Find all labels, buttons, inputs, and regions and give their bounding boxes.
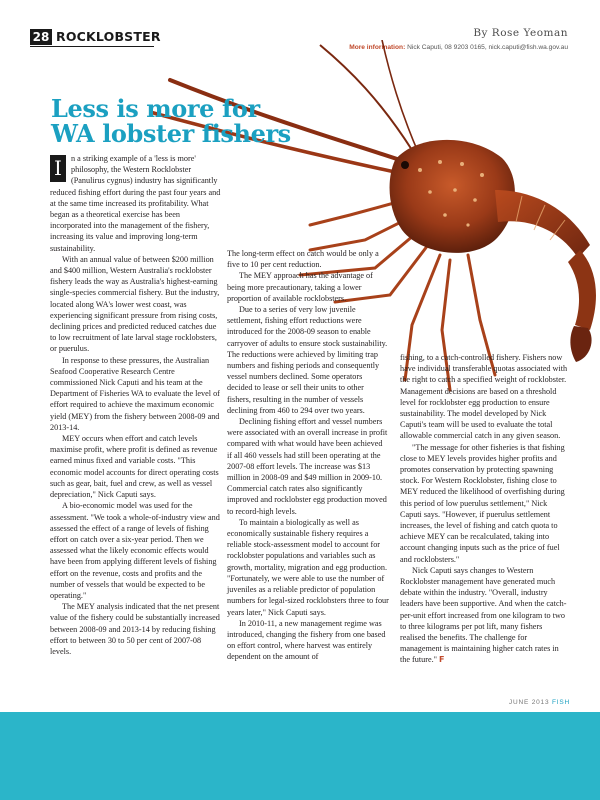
article-column-3 (400, 352, 568, 666)
paragraph: A bio-economic model was used for the assessment. "We took a whole-of-industry view and assessed the effect of a range of levels of fishing effort on catch over a six-year period. Then we assessed what the likely economic effects would have been from applying different levels of fishing effort on the revenue, costs and profits and the number of vessels that would be expected to be operating." (50, 501, 220, 600)
paragraph (50, 153, 222, 254)
issue-date: JUNE 2013 (508, 699, 550, 706)
paragraph: MEY occurs when effort and catch levels maximise profit, where profit is defined as revenue earned minus fixed and variable costs. "This economic model accounts for direct operating costs such as gear, bait, fuel and crew, as well as vessel depreciation," Nick Caputi says. (50, 434, 219, 500)
article-column-2 (227, 248, 389, 663)
paragraph: The MEY analysis indicated that the net present value of the fishery could be substantially increased between 2008-09 and 2013-14 by reducing fishing effort to between 30 to 50 per cent of 2007-08 levels. (50, 602, 220, 656)
footer-band (0, 712, 600, 800)
more-info-label: More information: (349, 44, 406, 51)
paragraph: fishing, to a catch-controlled fishery. Fishers now have individual transferable quotas associated with the right to catch a specified weight of rocklobster. Management decisions are based on a threshold level for rocklobster egg production to ensure sustainability. The model developed by Nick Caputi's team will be used to evaluate the total allowable commercial catch in any given season. (400, 353, 568, 441)
paragraph: In response to these pressures, the Australian Seafood Cooperative Research Centre commissioned Nick Caputi and his team at the Department of Fisheries WA to evaluate the level of effort required to achieve the maximum economic yield (MEY) from the fishery between 2008-09 and 2013-14. (50, 355, 220, 432)
paragraph: Declining fishing effort and vessel numbers were associated with an overall increase in profit compared with what would have been achieved if all 460 vessels had still been operating at the 2007-08 effort levels. The increase was $13 million in 2008-09 and $49 million in 2009-10. Commercial catch rates also significantly improved and rocklobster egg production moved to record-high levels. (227, 417, 388, 516)
more-info-contact: Nick Caputi, 08 9203 0165, nick.caputi@fish.wa.gov.au (407, 44, 568, 51)
page-number: 28 (30, 29, 52, 45)
header-rule (30, 46, 154, 47)
magazine-name: FISH (551, 699, 570, 706)
drop-cap: I (50, 155, 66, 182)
paragraph: The long-term effect on catch would be only a five to 10 per cent reduction. (227, 249, 379, 270)
paragraph: To maintain a biologically as well as economically sustainable fishery requires a reliable stock-assessment model to account for rocklobster populations and variables such as growth, mortality, migration and egg production. "Fortunately, we were able to use the number of juveniles as a reliable predictor of population numbers for legal-sized rocklobsters three to four years later," Nick Caputi says. (227, 517, 389, 617)
paragraph: With an annual value of between $200 million and $400 million, Western Australia's rocklobster fishery leads the way as Australia's highest-earning single-species commercial fishery. But the industry, located along WA's lower west coast, was experiencing significant pressure from rising costs, declining prices and predicted reduced catches due to low recruitment of late larval stage rocklobsters, or puerulus. (50, 254, 220, 354)
paragraph (400, 565, 568, 666)
paragraph: "The message for other fisheries is that fishing close to MEY levels provides higher profits and promotes conservation by protecting spawning stock. For Western Rocklobster, fishing close to MEY reduced the likelihood of overfishing during this period of low puerulus settlement," Nick Caputi says. "However, if puerulus settlement increases, the level of fishing and catch quota to achieve MEY can be recalculated, taking into account changing inputs such as the price of fuel and rocklobsters." (400, 442, 565, 564)
section-label: ROCKLOBSTER (56, 29, 161, 44)
article-headline: Less is more for WA lobster fishers (51, 94, 291, 148)
byline: By Rose Yeoman (473, 27, 568, 39)
paragraph-text: n a striking example of a 'less is more' philosophy, the Western Rocklobster (Panulirus cygnus) industry has significantly reduced fishing effort during the past four years and at the same time increased its profitability. What began as a theoretical exercise has been incorporated into the management of the fishery, increasing its value and improving long-term sustainability. (50, 154, 221, 253)
paragraph-text: Nick Caputi says changes to Western Rocklobster management have generated much debate within the industry. "Overall, industry leaders have been supportive. And when the catch-per-unit effort increased from one kilogram to two to three kilograms per pot lift, many fishers realised the benefits. The challenge for management is maintaining higher catch rates in the future." (400, 565, 567, 665)
footer-folio (509, 699, 570, 706)
paragraph: In 2010-11, a new management regime was introduced, changing the fishery from one based on effort control, where harvest was entirely dependent on the amount of (227, 618, 386, 662)
end-mark-icon: F (439, 655, 445, 665)
paragraph: Due to a series of very low juvenile settlement, fishing effort reductions were introduced for the 2008-09 season to enable carryover of adults to ensure stock sustainability. The reductions were achieved by limiting trap numbers and fishing periods and consequently vessel numbers declined. Some operators decided to lease or sell their units to other fishers, resulting in the number of vessels declining from 460 to 294 over two years. (227, 305, 388, 415)
article-column-1 (50, 153, 222, 657)
paragraph: The MEY approach has the advantage of being more precautionary, taking a lower proportion of available rocklobsters. (227, 271, 373, 303)
